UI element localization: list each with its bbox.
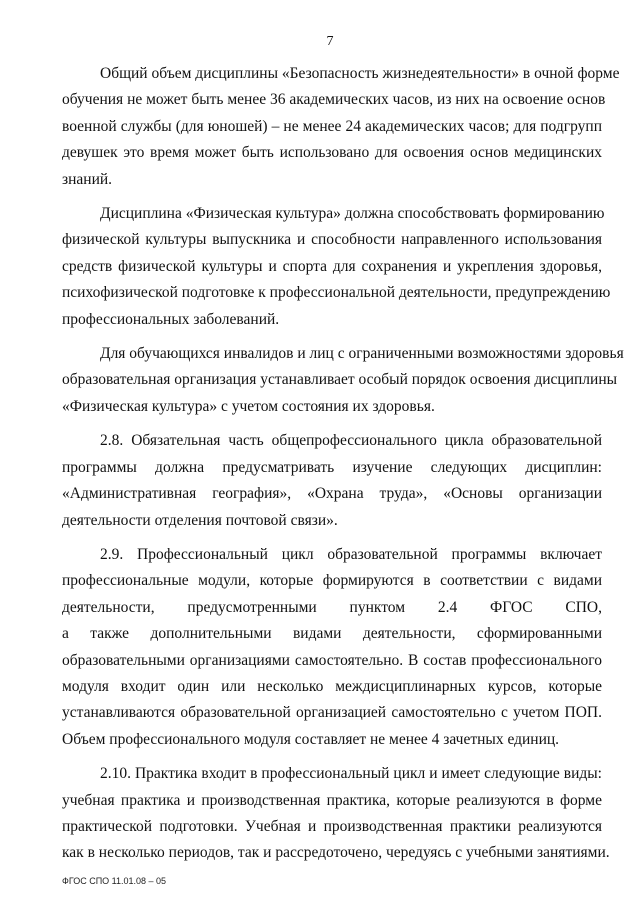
- footer-document-code: ФГОС СПО 11.01.08 – 05: [62, 876, 167, 886]
- page-number: 7: [326, 34, 334, 49]
- text-line: Объем профессионального модуля составляет не менее 4 зачетных единиц.: [62, 730, 560, 748]
- text-line: образовательными организациями самостоятельно. В состав профессионального: [62, 651, 602, 669]
- paragraph-bzhd: [62, 61, 620, 193]
- paragraph-physical-culture: [62, 201, 611, 333]
- text-line: психофизической подготовке к профессиональной деятельности, предупреждению: [62, 284, 611, 302]
- text-line: программы должна предусматривать изучение следующих дисциплин:: [62, 458, 602, 476]
- text-line: профессиональные модули, которые формируются в соответствии с видами: [62, 572, 602, 590]
- paragraph-2-8: [62, 428, 602, 534]
- paragraph-2-10: [62, 761, 610, 867]
- text-line: девушек это время может быть использовано для освоения основ медицинских: [62, 144, 602, 162]
- text-line: образовательная организация устанавливает особый порядок освоения дисциплины: [62, 371, 618, 389]
- text-line: учебная практика и производственная практика, которые реализуются в форме: [62, 791, 602, 809]
- text-line: деятельности, предусмотренными пунктом 2.4 ФГОС СПО,: [62, 598, 602, 616]
- text-line: обучения не может быть менее 36 академических часов, из них на освоение основ: [62, 91, 606, 109]
- text-line: модуля входит один или несколько междисциплинарных курсов, которые: [62, 677, 602, 695]
- text-line: практической подготовки. Учебная и производственная практики реализуются: [62, 817, 602, 835]
- paragraph-2-9: [62, 542, 602, 753]
- text-line: «Административная география», «Охрана труда», «Основы организации: [62, 485, 602, 503]
- paragraph-disabled-students: [62, 341, 624, 420]
- text-line: как в несколько периодов, так и рассредоточено, чередуясь с учебными занятиями.: [62, 844, 610, 862]
- text-line: физической культуры выпускника и способности направленного использования: [62, 231, 602, 249]
- text-line: 2.10. Практика входит в профессиональный цикл и имеет следующие виды:: [100, 765, 602, 783]
- text-line: Общий объем дисциплины «Безопасность жизнедеятельности» в очной форме: [100, 65, 620, 82]
- text-line: «Физическая культура» с учетом состояния их здоровья.: [62, 397, 435, 415]
- text-line: средств физической культуры и спорта для сохранения и укрепления здоровья,: [62, 257, 602, 275]
- text-line: знаний.: [62, 170, 113, 188]
- text-line: профессиональных заболеваний.: [62, 310, 280, 328]
- text-line: Для обучающихся инвалидов и лиц с ограниченными возможностями здоровья: [100, 345, 624, 363]
- text-line: военной службы (для юношей) – не менее 24 академических часов; для подгрупп: [62, 117, 602, 135]
- text-line: Дисциплина «Физическая культура» должна способствовать формированию: [100, 205, 605, 223]
- text-line: 2.9. Профессиональный цикл образовательной программы включает: [100, 545, 602, 563]
- text-line: деятельности отделения почтовой связи».: [62, 511, 338, 529]
- document-body: [62, 61, 624, 875]
- text-line: а также дополнительными видами деятельности, сформированными: [62, 625, 602, 643]
- text-line: устанавливаются образовательной организацией самостоятельно с учетом ПОП.: [62, 704, 602, 722]
- text-line: 2.8. Обязательная часть общепрофессионального цикла образовательной: [100, 432, 602, 450]
